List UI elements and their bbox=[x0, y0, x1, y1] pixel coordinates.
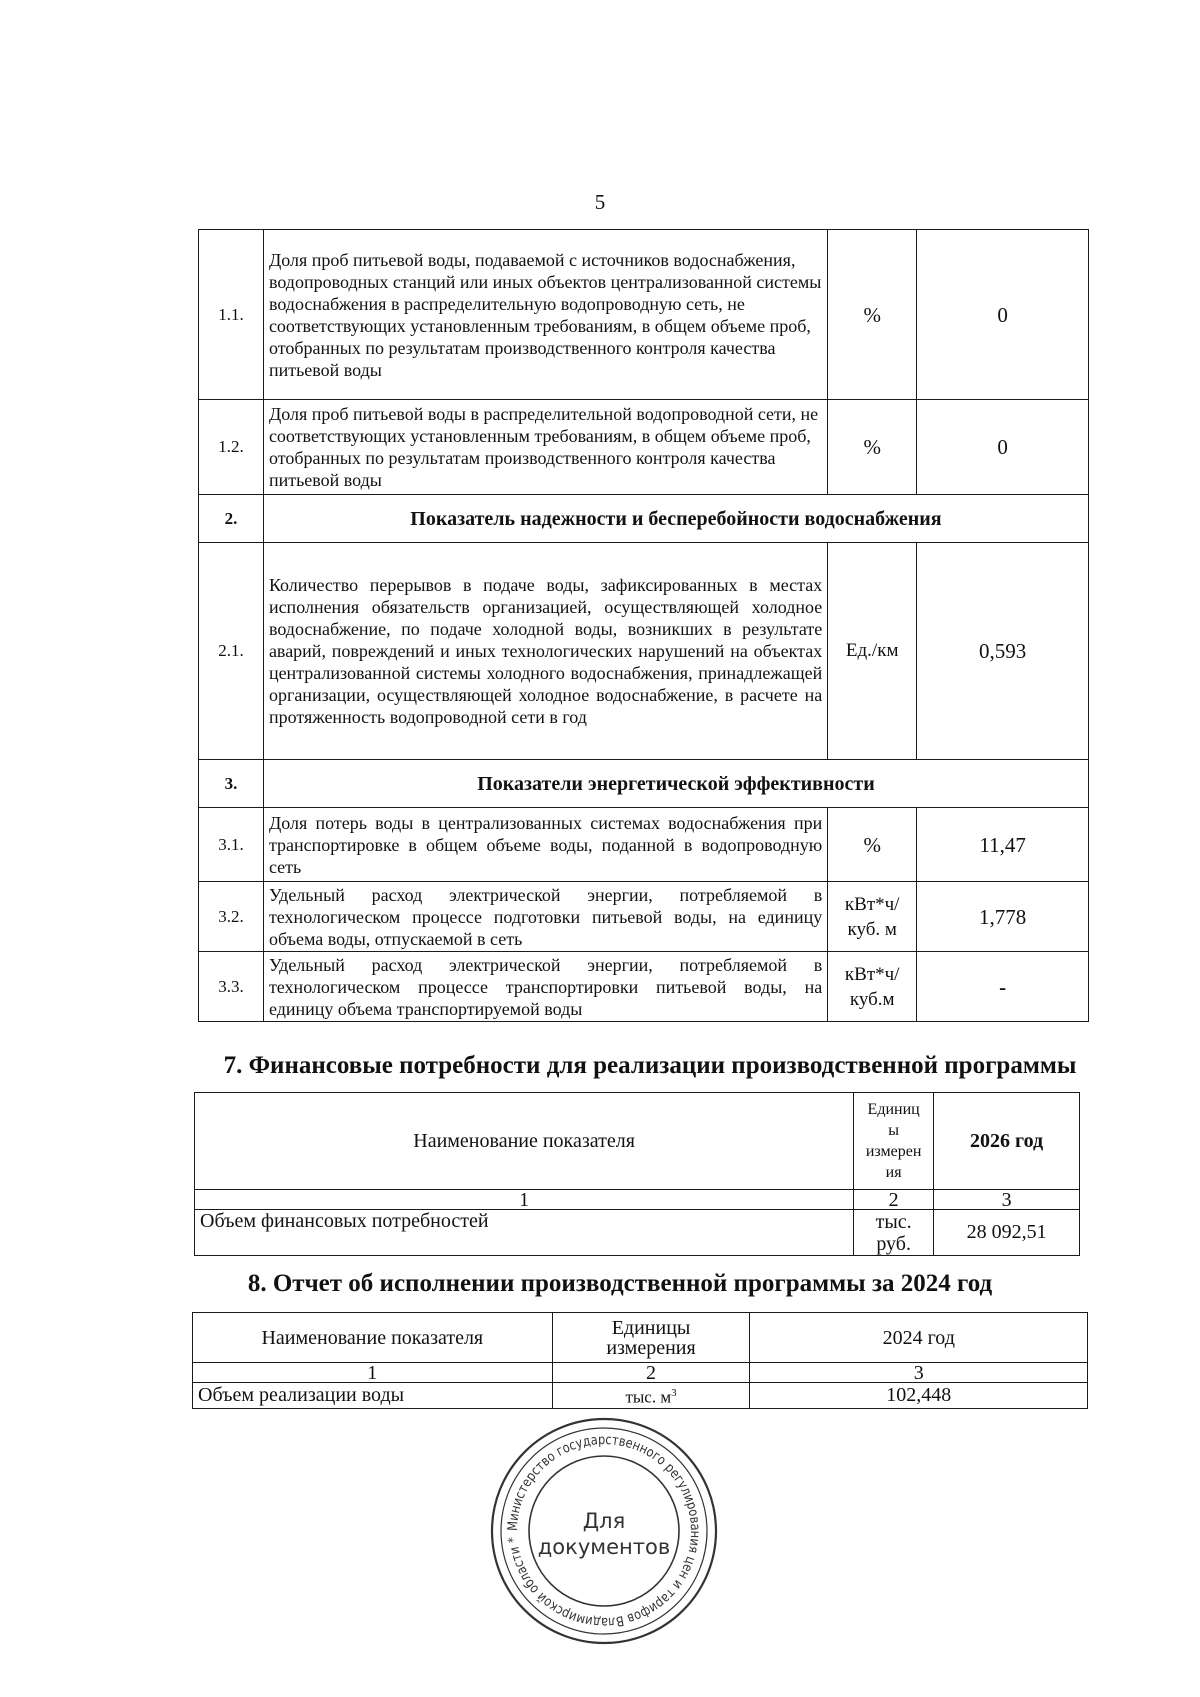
indicator-description: Доля проб питьевой воды, подаваемой с источников водоснабжения, водопроводных станций или иных объектов централизованной системы водоснабжения в распределительную водопроводную сеть, не соответствующих установленным требованиям, в общем объеме проб, отобранных по результатам производственного контроля качества питьевой воды bbox=[263, 230, 827, 400]
unit-text: тыс. м bbox=[625, 1387, 672, 1407]
table-row bbox=[199, 808, 1089, 882]
column-number: 1 bbox=[195, 1190, 854, 1210]
row-number: 3.1. bbox=[199, 808, 264, 882]
row-number: 1.2. bbox=[199, 400, 264, 495]
column-header-unit bbox=[552, 1313, 750, 1363]
column-number: 2 bbox=[552, 1363, 750, 1383]
stamp-center-line2: документов bbox=[537, 1535, 671, 1559]
header-line: измерен bbox=[865, 1143, 922, 1160]
row-number: 3.2. bbox=[199, 882, 264, 952]
indicator-name: Объем финансовых потребностей bbox=[195, 1210, 854, 1256]
section-title: Показатели энергетической эффективности bbox=[263, 760, 1088, 808]
table-row bbox=[199, 543, 1089, 760]
section7-heading: 7. Финансовые потребности для реализации производственной программы bbox=[223, 1052, 1077, 1079]
value-cell: 11,47 bbox=[917, 808, 1089, 882]
unit-cell: % bbox=[828, 400, 917, 495]
unit-cell bbox=[828, 882, 917, 952]
column-numbers-row bbox=[195, 1190, 1080, 1210]
stamp-seal bbox=[487, 1414, 721, 1648]
column-header-year: 2024 год bbox=[750, 1313, 1088, 1363]
unit-line: тыс. bbox=[875, 1210, 912, 1233]
stamp-ring-textpath: Министерство государственного регулирования цен и тарифов Владимирской области * bbox=[504, 1431, 704, 1631]
section-number: 3. bbox=[199, 760, 264, 808]
value-cell: 28 092,51 bbox=[934, 1210, 1080, 1256]
column-number: 3 bbox=[934, 1190, 1080, 1210]
header-line: ы bbox=[888, 1122, 900, 1139]
unit-cell bbox=[854, 1210, 934, 1256]
value-cell: - bbox=[917, 952, 1089, 1022]
header-line: Единицы bbox=[611, 1316, 691, 1339]
header-line: ия bbox=[885, 1164, 902, 1181]
value-cell: 1,778 bbox=[917, 882, 1089, 952]
unit-cell: % bbox=[828, 230, 917, 400]
value-cell: 102,448 bbox=[750, 1383, 1088, 1409]
section8-heading: 8. Отчет об исполнении производственной программы за 2024 год bbox=[247, 1270, 993, 1297]
row-number: 3.3. bbox=[199, 952, 264, 1022]
column-number: 3 bbox=[750, 1363, 1088, 1383]
unit-line: кВт*ч/ bbox=[844, 963, 900, 985]
program-report-table bbox=[192, 1312, 1088, 1409]
indicator-description: Удельный расход электрической энергии, потребляемой в технологическом процессе транспортировки питьевой воды, на единицу объема транспортируемой воды bbox=[263, 952, 827, 1022]
unit-cell bbox=[828, 952, 917, 1022]
table-row bbox=[199, 882, 1089, 952]
unit-line: куб.м bbox=[849, 988, 895, 1010]
indicator-name: Объем реализации воды bbox=[193, 1383, 553, 1409]
table-header-row bbox=[193, 1313, 1088, 1363]
unit-line: кВт*ч/ bbox=[844, 893, 900, 915]
unit-line: руб. bbox=[876, 1232, 911, 1255]
indicator-description: Доля потерь воды в централизованных системах водоснабжения при транспортировке в общем объеме воды, поданной в водопроводную сеть bbox=[263, 808, 827, 882]
table-row bbox=[199, 400, 1089, 495]
table-header-row bbox=[195, 1093, 1080, 1190]
unit-cell bbox=[552, 1383, 750, 1409]
indicator-description: Количество перерывов в подаче воды, зафиксированных в местах исполнения обязательств организацией, осуществляющей холодное водоснабжение, по подаче холодной воды, возникших в результате аварий, повреждений и иных технологических нарушений на объектах централизованной системы холодного водоснабжения, принадлежащей организации, осуществляющей холодное водоснабжение, в расчете на протяженность водопроводной сети в год bbox=[263, 543, 827, 760]
indicator-description: Удельный расход электрической энергии, потребляемой в технологическом процессе подготовки питьевой воды, на единицу объема воды, отпускаемой в сеть bbox=[263, 882, 827, 952]
stamp-center-line1: Для bbox=[582, 1509, 626, 1533]
value-cell: 0 bbox=[917, 400, 1089, 495]
value-cell: 0,593 bbox=[917, 543, 1089, 760]
page-number: 5 bbox=[594, 190, 606, 214]
section-row bbox=[199, 495, 1089, 543]
indicators-table bbox=[198, 229, 1089, 1022]
header-line: измерения bbox=[606, 1336, 696, 1359]
section-title: Показатель надежности и бесперебойности водоснабжения bbox=[263, 495, 1088, 543]
row-number: 1.1. bbox=[199, 230, 264, 400]
value-cell: 0 bbox=[917, 230, 1089, 400]
column-header-name: Наименование показателя bbox=[195, 1093, 854, 1190]
table-row bbox=[195, 1210, 1080, 1256]
column-header-unit bbox=[854, 1093, 934, 1190]
indicator-description: Доля проб питьевой воды в распределительной водопроводной сети, не соответствующих установленным требованиям, в общем объеме проб, отобранных по результатам производственного контроля качества питьевой воды bbox=[263, 400, 827, 495]
financial-needs-table bbox=[194, 1092, 1080, 1256]
row-number: 2.1. bbox=[199, 543, 264, 760]
unit-superscript: 3 bbox=[671, 1387, 677, 1399]
unit-cell: Ед./км bbox=[828, 543, 917, 760]
table-row bbox=[199, 952, 1089, 1022]
section-row bbox=[199, 760, 1089, 808]
column-header-name: Наименование показателя bbox=[193, 1313, 553, 1363]
header-line: Единиц bbox=[867, 1101, 920, 1118]
table-row bbox=[193, 1383, 1088, 1409]
column-number: 1 bbox=[193, 1363, 553, 1383]
column-number: 2 bbox=[854, 1190, 934, 1210]
unit-cell: % bbox=[828, 808, 917, 882]
section-number: 2. bbox=[199, 495, 264, 543]
table-row bbox=[199, 230, 1089, 400]
unit-line: куб. м bbox=[847, 918, 897, 940]
column-header-year: 2026 год bbox=[934, 1093, 1080, 1190]
column-numbers-row bbox=[193, 1363, 1088, 1383]
